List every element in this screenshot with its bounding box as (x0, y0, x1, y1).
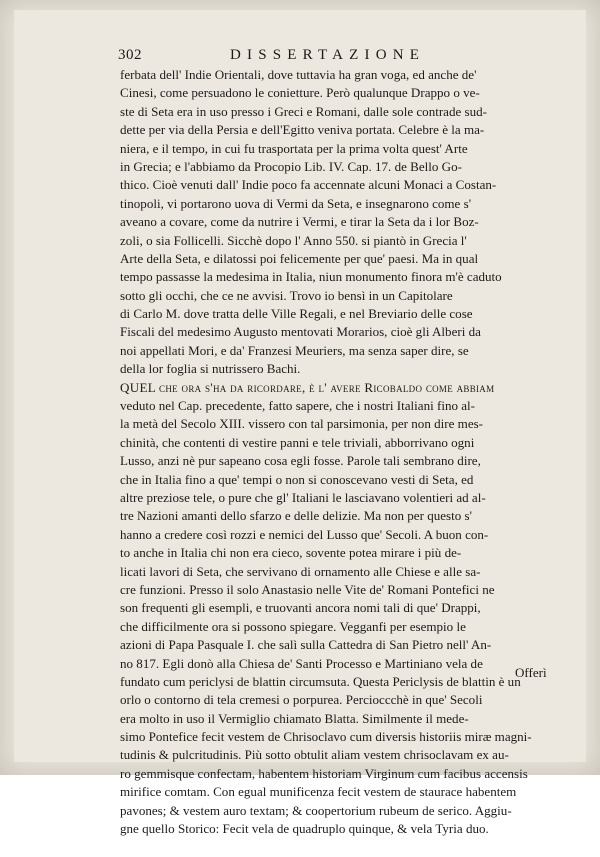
text-line: che in Italia fino a que' tempi o non si conoscevano vesti di Seta, ed (120, 471, 474, 487)
text-line: pavones; & vestem auro textam; & coopertorium rubeum de serico. Aggiu- (120, 802, 512, 818)
text-line: tempo passasse la medesima in Italia, niun monumento finora m'è caduto (120, 269, 502, 285)
text-line: altre preziose tele, o pure che gl' Italiani le lasciavano volentieri ad al- (120, 489, 486, 505)
paragraph-start-line: QUEL che ora s'ha da ricordare, è l' avere Ricobaldo come abbiam (120, 379, 495, 395)
text-line: niera, e il tempo, in cui fu trasportata per la prima volta quest' Arte (120, 140, 468, 156)
text-line: Cinesi, come persuadono le conietture. Però qualunque Drappo o ve- (120, 85, 480, 101)
text-line: veduto nel Cap. precedente, fatto sapere, che i nostri Italiani fino al- (120, 398, 476, 414)
text-line: zoli, o sia Follicelli. Sicchè dopo l' Anno 550. si piantò in Grecia l' (120, 232, 467, 248)
running-title: DISSERTAZIONE (230, 47, 426, 63)
text-line: ste di Seta era in uso presso i Greci e Romani, dalle sole contrade sud- (120, 103, 488, 119)
text-line: dette per via della Persia e dell'Egitto veniva portata. Celebre è la ma- (120, 122, 485, 138)
text-line: tre Nazioni amanti dello sfarzo e delle delizie. Ma non per questo s' (120, 508, 472, 524)
text-line: Arte della Seta, e dilatossi poi felicemente per que' paesi. Ma in qual (120, 250, 479, 266)
text-line: cre funzioni. Presso il solo Anastasio nelle Vite de' Romani Pontefici ne (120, 581, 495, 597)
text-line: hanno a credere così rozzi e nemici del Lusso que' Secoli. A buon con- (120, 526, 489, 542)
text-line: azioni di Papa Pasquale I. che salì sulla Cattedra di San Pietro nell' An- (120, 637, 492, 653)
text-line: no 817. Egli donò alla Chiesa de' Santi Processo e Martiniano vela de (120, 655, 483, 671)
text-line: sotto gli occhi, che ce ne avvisi. Trovo io bensì in un Capitolare (120, 287, 453, 303)
text-line: gne quello Storico: Fecit vela de quadruplo quinque, & vela Tyria duo. (120, 821, 489, 837)
text-line: Fiscali del medesimo Augusto mentovati Morarios, cioè gli Alberi da (120, 324, 481, 340)
text-line: ro gemmisque confectam, habentem historiam Virginum cum facibus accensis (120, 765, 528, 781)
text-line: orlo o contorno di tela cremesi o porpurea. Percioccchè in que' Secoli (120, 692, 483, 708)
text-line: in Grecia; e l'abbiamo da Procopio Lib. IV. Cap. 17. de Bello Go- (120, 158, 462, 174)
page-header (118, 47, 538, 67)
text-line (120, 838, 550, 856)
text-line: tudinis & pulcritudinis. Più sotto obtulit aliam vestem chrisoclavam ex au- (120, 747, 509, 763)
text-line: noi appellati Mori, e da' Franzesi Meuriers, ma senza saper dire, se (120, 342, 469, 358)
text-line: che difficilmente ora si possono spiegare. Vegganfi per esempio le (120, 618, 466, 634)
text-line: to anche in Italia chi non era cieco, sovente potea mirare i più de- (120, 545, 462, 561)
text-line: della lor foglia si nutrissero Bachi. (120, 361, 301, 377)
catchword: Offerì (515, 665, 547, 680)
text-line: Lusso, anzi nè pur sapeano cosa egli fosse. Parole tali sembrano dire, (120, 453, 481, 469)
text-line: la metà del Secolo XIII. vissero con tal parsimonia, per non dire mes- (120, 416, 484, 432)
text-line: tinopoli, vi portarono uova di Vermi da Seta, e insegnarono come s' (120, 195, 472, 211)
text-line: chinità, che contenti di vestire panni e tele triviali, abborrivano ogni (120, 434, 475, 450)
text-line: son frequenti gli esempli, e truovanti ancora nomi tali di que' Drappi, (120, 600, 481, 616)
text-line: fundato cum periclysi de blattin circumsuta. Questa Periclysis de blattin è un (120, 673, 521, 689)
page-number: 302 (118, 47, 142, 63)
text-line: licati lavori di Seta, che servivano di ornamento alle Chiese e alle sa- (120, 563, 481, 579)
text-line: simo Pontefice fecit vestem de Chrisoclavo cum diversis historiis miræ magni- (120, 729, 532, 745)
text-line: ferbata dell' Indie Orientali, dove tuttavia ha gran voga, ed anche de' (120, 67, 477, 82)
text-line: aveano a covare, come da nutrire i Vermi, e tirar la Seta da i lor Boz- (120, 214, 479, 230)
text-line: era molto in uso il Vermiglio chiamato Blatta. Similmente il mede- (120, 710, 469, 726)
text-line: thico. Cioè venuti dall' Indie poco fa accennate alcuni Monaci a Costan- (120, 177, 497, 193)
text-line: mirifice comtam. Con egual munificenza fecit vestem de staurace habentem (120, 784, 517, 800)
text-line: di Carlo M. dove tratta delle Ville Regali, e nel Breviario delle cose (120, 306, 473, 322)
body-text (120, 66, 550, 857)
